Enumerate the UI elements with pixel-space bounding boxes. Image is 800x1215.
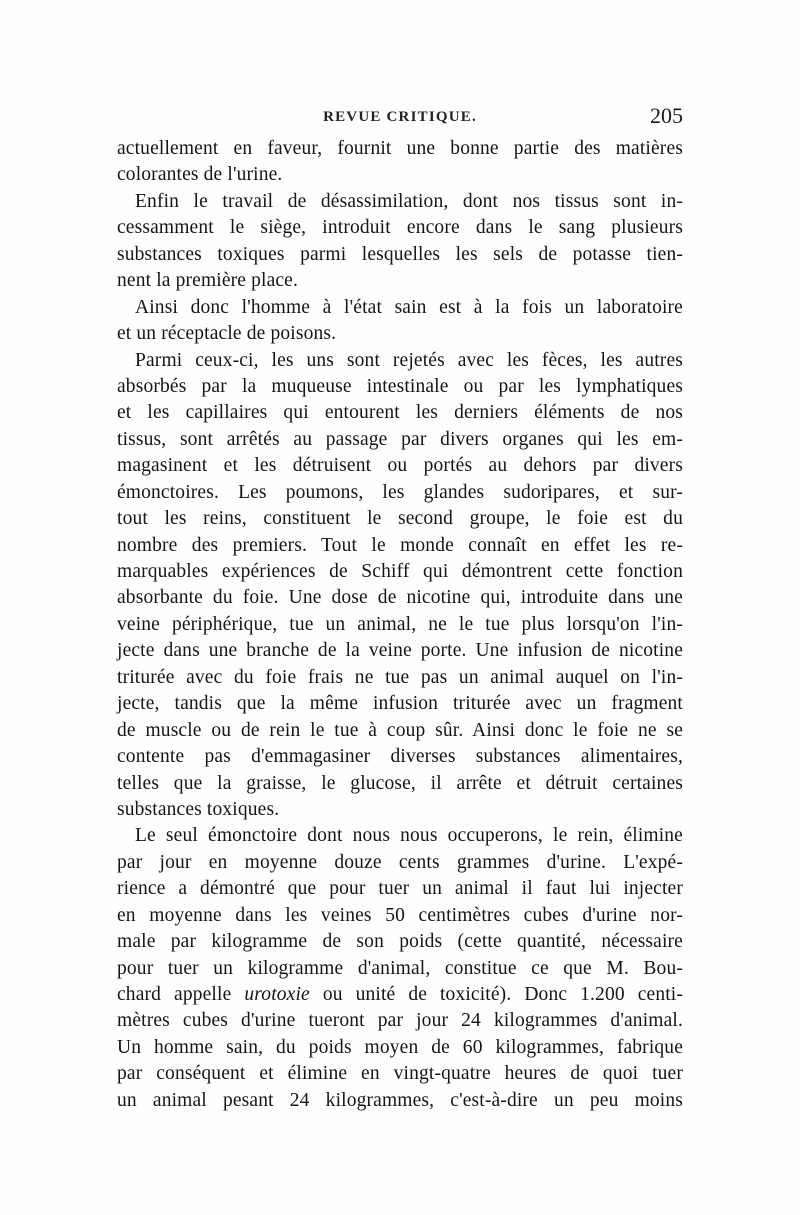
text-line: male par kilogramme de son poids (cette quantité, nécessaire: [117, 931, 683, 953]
text-line: jecte dans une branche de la veine porte. Une infusion de nicotine: [117, 640, 683, 662]
text-line: pour tuer un kilogramme d'animal, constitue ce que M. Bou-: [117, 957, 683, 979]
text-line: par conséquent et élimine en vingt-quatre heures de quoi tuer: [117, 1063, 683, 1085]
body-text: [117, 136, 683, 1114]
text-line: rience a démontré que pour tuer un animal il faut lui injecter: [117, 878, 683, 900]
text-line: jecte, tandis que la même infusion triturée avec un fragment: [117, 693, 683, 715]
text-line: Le seul émonctoire dont nous nous occuperons, le rein, élimine: [135, 825, 683, 847]
text-line: émonctoires. Les poumons, les glandes sudoripares, et sur-: [117, 481, 683, 503]
text-line: actuellement en faveur, fournit une bonne partie des matières: [117, 138, 683, 159]
text-line: triturée avec du foie frais ne tue pas un animal auquel on l'in-: [117, 666, 683, 688]
text-line: en moyenne dans les veines 50 centimètres cubes d'urine nor-: [117, 904, 683, 926]
text-segment: ou unité de toxicité). Donc 1.200 centi-: [322, 984, 684, 1005]
text-line: Parmi ceux-ci, les uns sont rejetés avec les fèces, les autres: [135, 349, 683, 371]
text-line: et les capillaires qui entourent les derniers éléments de nos: [117, 402, 683, 424]
page-header: [117, 103, 683, 133]
text-line: cessamment le siège, introduit encore dans le sang plusieurs: [117, 217, 683, 239]
text-line: nent la première place.: [117, 270, 299, 292]
text-line: Enfin le travail de désassimilation, dont nos tissus sont in-: [135, 190, 683, 212]
text-line: tissus, sont arrêtés au passage par divers organes qui les em-: [117, 428, 683, 450]
text-line: Un homme sain, du poids moyen de 60 kilogrammes, fabrique: [117, 1036, 683, 1058]
text-line: contente pas d'emmagasiner diverses substances alimentaires,: [117, 746, 683, 768]
text-line: de muscle ou de rein le tue à coup sûr. Ainsi donc le foie ne se: [117, 719, 683, 741]
text-line: telles que la graisse, le glucose, il arrête et détruit certaines: [117, 772, 683, 794]
text-line: mètres cubes d'urine tueront par jour 24 kilogrammes d'animal.: [117, 1010, 683, 1032]
text-line: colorantes de l'urine.: [117, 164, 283, 186]
running-head: REVUE CRITIQUE.: [323, 109, 477, 125]
text-line: nombre des premiers. Tout le monde connaît en effet les re-: [117, 534, 683, 556]
text-line: Ainsi donc l'homme à l'état sain est à la fois un laboratoire: [135, 296, 683, 318]
italic-term: urotoxie: [244, 984, 310, 1005]
text-line: absorbés par la muqueuse intestinale ou par les lymphatiques: [117, 375, 683, 397]
text-line: veine périphérique, tue un animal, ne le tue plus lorsqu'on l'in-: [117, 613, 683, 635]
page-number: 205: [650, 103, 683, 128]
text-line: magasinent et les détruisent ou portés au dehors par divers: [117, 455, 683, 477]
text-line: substances toxiques.: [117, 798, 280, 820]
text-line: et un réceptacle de poisons.: [117, 323, 337, 345]
text-line: substances toxiques parmi lesquelles les sels de potasse tien-: [117, 243, 683, 265]
text-line: marquables expériences de Schiff qui démontrent cette fonction: [117, 561, 683, 582]
text-line: par jour en moyenne douze cents grammes d'urine. L'expé-: [117, 851, 683, 873]
text-line: [117, 982, 683, 1008]
text-line: absorbante du foie. Une dose de nicotine qui, introduite dans une: [117, 587, 683, 609]
text-segment: chard appelle: [117, 984, 232, 1005]
text-line: tout les reins, constituent le second groupe, le foie est du: [117, 508, 683, 530]
text-line: un animal pesant 24 kilogrammes, c'est-à-dire un peu moins: [117, 1089, 683, 1111]
